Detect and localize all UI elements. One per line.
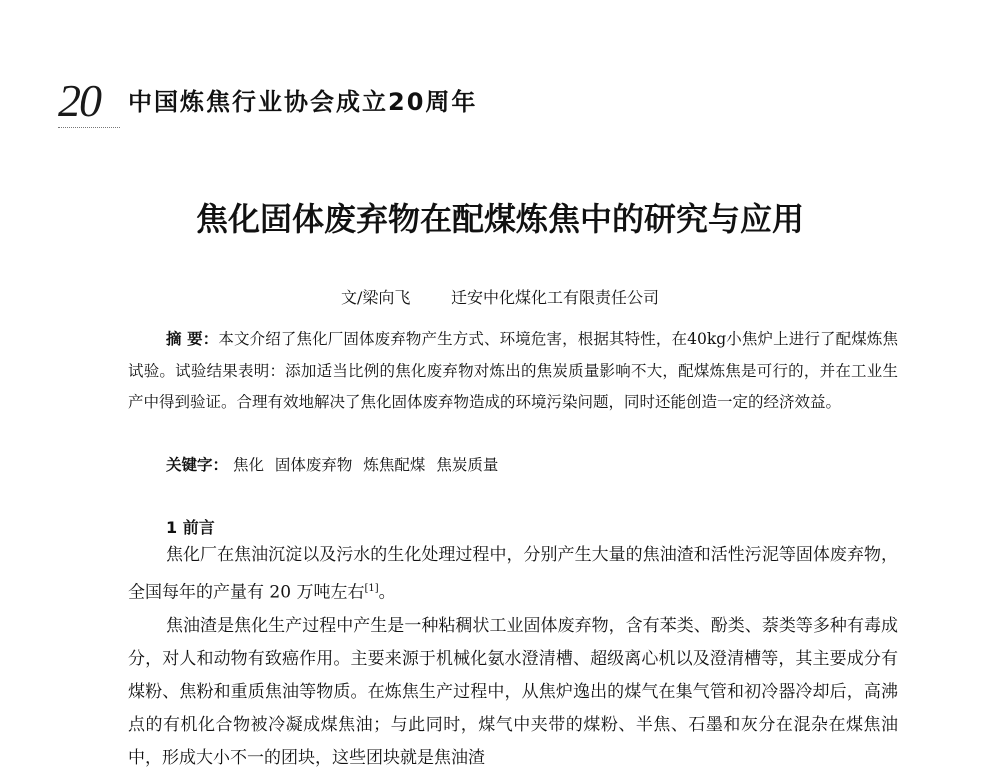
keyword: 焦炭质量 (436, 456, 499, 474)
abstract-label: 摘 要： (166, 330, 219, 348)
body-paragraph (128, 539, 898, 610)
keywords (166, 453, 504, 475)
keyword: 焦化 (232, 456, 264, 474)
article-byline: 文/梁向飞 迁安中化煤化工有限责任公司 (340, 288, 660, 307)
abstract (128, 324, 898, 419)
header-number: 20 (58, 75, 100, 126)
citation-mark: [1] (364, 583, 379, 594)
paragraph-text: 焦化厂在焦油沉淀以及污水的生化处理过程中，分别产生大量的焦油渣和活性污泥等固体废弃物，全国每年的产量有 20 万吨左右 (128, 545, 898, 603)
paragraph-text: 焦油渣是焦化生产过程中产生是一种粘稠状工业固体废弃物，含有苯类、酚类、萘类等多种有毒成分，对人和动物有致癌作用。主要来源于机械化氨水澄清槽、超级离心机以及澄清槽等，其主要成分有煤粉、焦粉和重质焦油等物质。在炼焦生产过程中，从焦炉逸出的煤气在集气管和初冷器冷却后，高沸点的有机化合物被冷凝成煤焦油；与此同时，煤气中夹带的煤粉、半焦、石墨和灰分在混杂在煤焦油中，形成大小不一的团块，这些团块就是焦油渣 (128, 615, 898, 768)
article-body (128, 539, 898, 775)
article-title: 焦化固体废弃物在配煤炼焦中的研究与应用 (195, 200, 804, 238)
keywords-label: 关键字： (166, 456, 229, 474)
paragraph-tail: 。 (378, 582, 396, 603)
keyword: 固体废弃物 (274, 456, 353, 474)
keyword: 炼焦配煤 (363, 456, 426, 474)
body-paragraph (128, 610, 898, 775)
abstract-text: 本文介绍了焦化厂固体废弃物产生方式、环境危害，根据其特性，在40kg小焦炉上进行了配煤炼焦试验。试验结果表明：添加适当比例的焦化废弃物对炼出的焦炭质量影响不大，配煤炼焦是可行的，并在工业生产中得到验证。合理有效地解决了焦化固体废弃物造成的环境污染问题，同时还能创造一定的经济效益。 (128, 330, 898, 411)
section-heading: 1 前言 (166, 518, 215, 537)
header-divider (58, 127, 120, 128)
header-title: 中国炼焦行业协会成立20周年 (128, 88, 478, 116)
